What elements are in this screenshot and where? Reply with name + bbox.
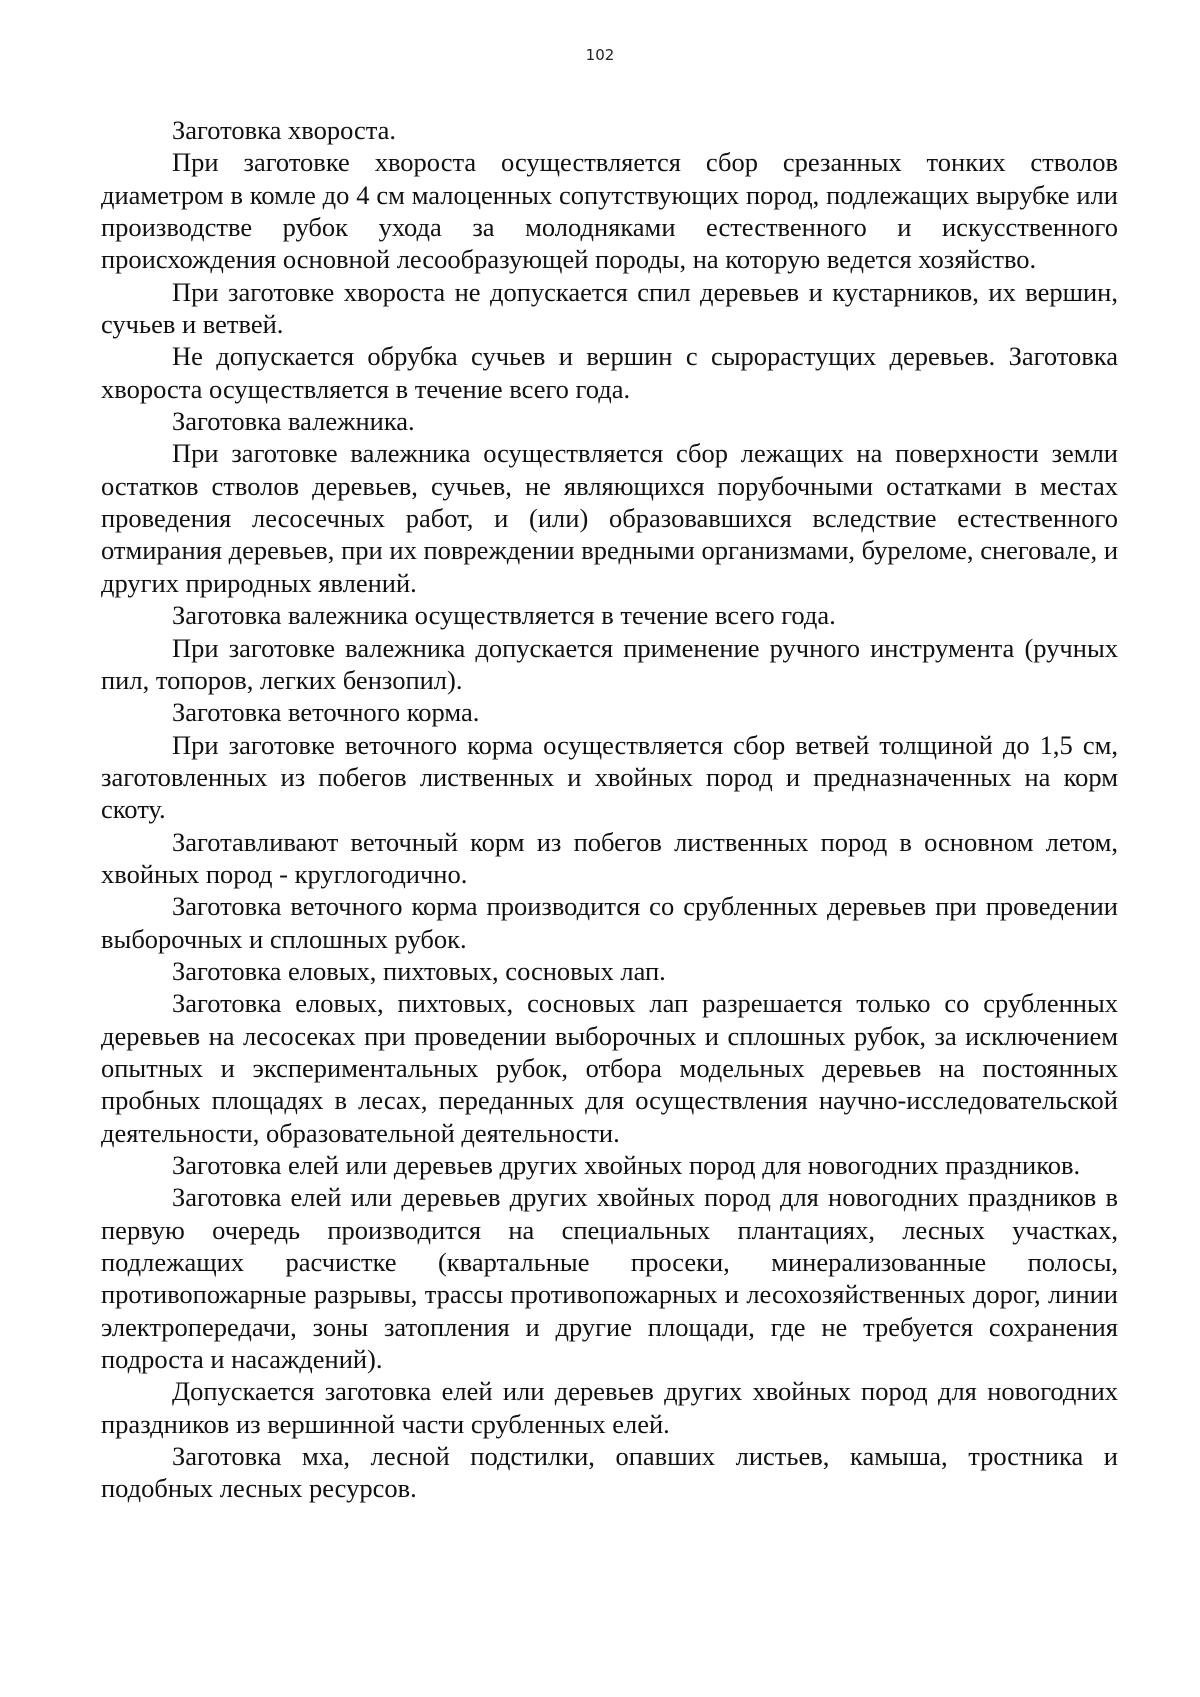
section-heading-conifer-branches: Заготовка еловых, пихтовых, сосновых лап. (172, 955, 666, 986)
paragraph: Заготовка еловых, пихтовых, сосновых лап разрешается только со срубленных деревьев на лесосеках при проведении выборочных и сплошных рубок, за исключением опытных и экспериментальных рубок, отбора модельных деревьев на постоянных пробных площадях в лесах, переданных для осуществления научно-исследовательской деятельности, образовательной деятельности. (101, 988, 1118, 1148)
section-heading-brushwood: Заготовка хвороста. (172, 115, 397, 145)
paragraph: Заготовка елей или деревьев других хвойных пород для новогодних праздников в первую очередь производится на специальных плантациях, лесных участках, подлежащих расчистке (квартальные просеки, минерализованные полосы, противопожарные разрывы, трассы противопожарных и лесохозяйственных дорог, линии электропередачи, зоны затопления и другие площади, где не требуется сохранения подроста и насаждений). (101, 1182, 1118, 1375)
paragraph: При заготовке валежника осуществляется сбор лежащих на поверхности земли остатков стволов деревьев, сучьев, не являющихся порубочными остатками в местах проведения лесосечных работ, и (или) образовавшихся вследствие естественного отмирания деревьев, при их повреждении вредными организмами, буреломе, снеговале, и других природных явлений. (101, 438, 1118, 598)
section-heading-branch-fodder: Заготовка веточного корма. (172, 697, 480, 728)
section-heading-moss-litter: Заготовка мха, лесной подстилки, опавших листьев, камыша, тростника и подобных лесных ресурсов. (101, 1441, 1118, 1504)
page-number: 102 (585, 46, 615, 64)
paragraph: При заготовке валежника допускается применение ручного инструмента (ручных пил, топоров, легких бензопил). (101, 632, 1118, 695)
paragraph: Заготавливают веточный корм из побегов лиственных пород в основном летом, хвойных пород - круглогодично. (101, 826, 1118, 889)
paragraph: При заготовке хвороста не допускается спил деревьев и кустарников, их вершин, сучьев и ветвей. (101, 276, 1118, 340)
body-text (101, 114, 1118, 1505)
section-heading-new-year-trees: Заготовка елей или деревьев других хвойных пород для новогодних праздников. (172, 1150, 1081, 1180)
paragraph: Заготовка веточного корма производится со срубленных деревьев при проведении выборочных и сплошных рубок. (101, 891, 1118, 954)
paragraph: Допускается заготовка елей или деревьев других хвойных пород для новогодних праздников из вершинной части срубленных елей. (101, 1376, 1118, 1439)
paragraph: При заготовке хвороста осуществляется сбор срезанных тонких стволов диаметром в комле до 4 см малоценных сопутствующих пород, подлежащих вырубке или производстве рубок ухода за молодняками естественного и искусственного происхождения основной лесообразующей породы, на которую ведется хозяйство. (101, 147, 1118, 275)
paragraph: Не допускается обрубка сучьев и вершин с сырорастущих деревьев. Заготовка хвороста осуществляется в течение всего года. (101, 341, 1118, 404)
paragraph: Заготовка валежника осуществляется в течение всего года. (172, 600, 836, 631)
paragraph: При заготовке веточного корма осуществляется сбор ветвей толщиной до 1,5 см, заготовленных из побегов лиственных и хвойных пород и предназначенных на корм скоту. (101, 729, 1118, 825)
section-heading-deadwood: Заготовка валежника. (172, 406, 415, 437)
